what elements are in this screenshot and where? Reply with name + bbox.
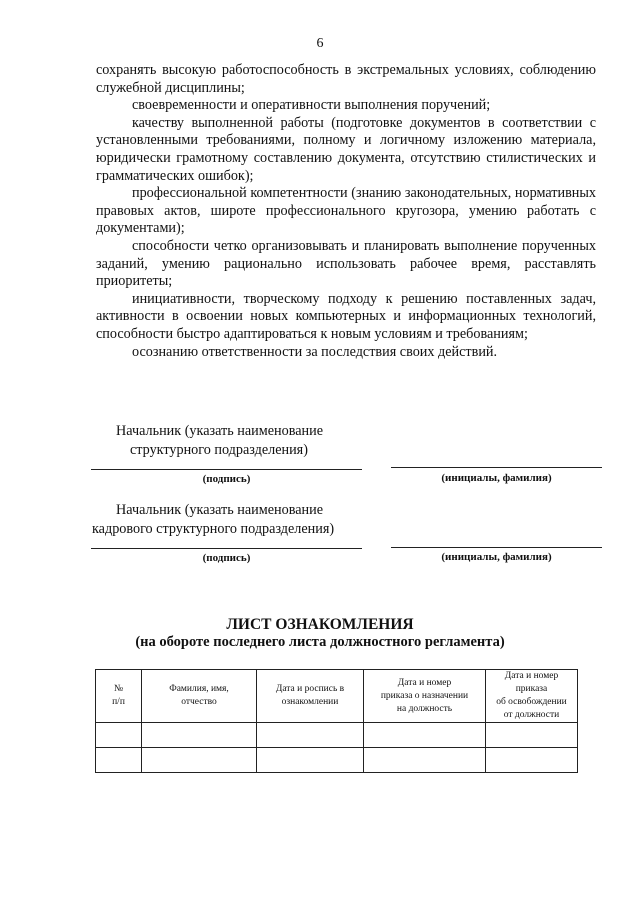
column-header-appointment-order: Дата и номер приказа о назначении на должность xyxy=(364,670,486,723)
paragraph-5: способности четко организовывать и планировать выполнение порученных заданий, умению рационально использовать рабочее время, расставлять приоритеты; xyxy=(96,237,596,290)
paragraph-6: инициативности, творческому подходу к решению поставленных задач, активности в освоении новых компьютерных и информационных технологий, способности быстро адаптироваться к новым условиям и требованиям; xyxy=(96,290,596,342)
table-cell xyxy=(486,723,578,748)
signatory-1-title xyxy=(116,422,323,460)
signatory-1-line-2: структурного подразделения) xyxy=(130,442,308,458)
table-cell xyxy=(486,748,578,773)
acknowledgement-table xyxy=(95,669,578,773)
signatory-2-line-1: Начальник (указать наименование xyxy=(116,502,323,518)
column-header-release-order: Дата и номер приказа об освобождении от должности xyxy=(486,670,578,723)
name-line-1 xyxy=(391,467,602,468)
paragraph-4: профессиональной компетентности (знанию законодательных, нормативных правовых актов, широте профессионального кругозора, умению работать с документами); xyxy=(96,185,596,237)
table-cell xyxy=(96,723,142,748)
paragraph-2: своевременности и оперативности выполнения поручений; xyxy=(132,97,491,114)
name-caption-2: (инициалы, фамилия) xyxy=(441,551,552,563)
signatory-2-line-2: кадрового структурного подразделения) xyxy=(92,521,335,537)
paragraph-3: качеству выполненной работы (подготовке документов в соответствии с установленными требованиями, полному и логичному изложению материала, юридически грамотному составлению документа, отсутствию стилистических и грамматических ошибок); xyxy=(96,114,596,184)
column-header-full-name: Фамилия, имя, отчество xyxy=(142,670,257,723)
signatory-2-title xyxy=(92,501,335,539)
signature-line-1 xyxy=(91,469,362,470)
document-body xyxy=(96,62,596,361)
table-cell xyxy=(364,723,486,748)
table-row xyxy=(96,723,578,748)
table-row xyxy=(96,748,578,773)
table-cell xyxy=(257,748,364,773)
column-header-number: № п/п xyxy=(96,670,142,723)
signature-caption-1: (подпись) xyxy=(202,473,251,485)
page-number: 6 xyxy=(316,36,324,51)
signatory-1-line-1: Начальник (указать наименование xyxy=(116,423,323,439)
table-cell xyxy=(142,748,257,773)
paragraph-1: сохранять высокую работоспособность в экстремальных условиях, соблюдению служебной дисциплины; xyxy=(96,62,596,96)
acknowledgement-title: ЛИСТ ОЗНАКОМЛЕНИЯ xyxy=(226,616,414,633)
name-line-2 xyxy=(391,547,602,548)
table-cell xyxy=(257,723,364,748)
table-cell xyxy=(364,748,486,773)
name-caption-1: (инициалы, фамилия) xyxy=(441,472,552,484)
paragraph-7: осознанию ответственности за последствия своих действий. xyxy=(132,343,498,360)
column-header-date-signature: Дата и роспись в ознакомлении xyxy=(257,670,364,723)
table-header-row xyxy=(96,670,578,723)
signature-line-2 xyxy=(91,548,362,549)
acknowledgement-subtitle: (на обороте последнего листа должностного регламента) xyxy=(135,634,505,650)
signature-caption-2: (подпись) xyxy=(202,552,251,564)
table-cell xyxy=(142,723,257,748)
table-cell xyxy=(96,748,142,773)
